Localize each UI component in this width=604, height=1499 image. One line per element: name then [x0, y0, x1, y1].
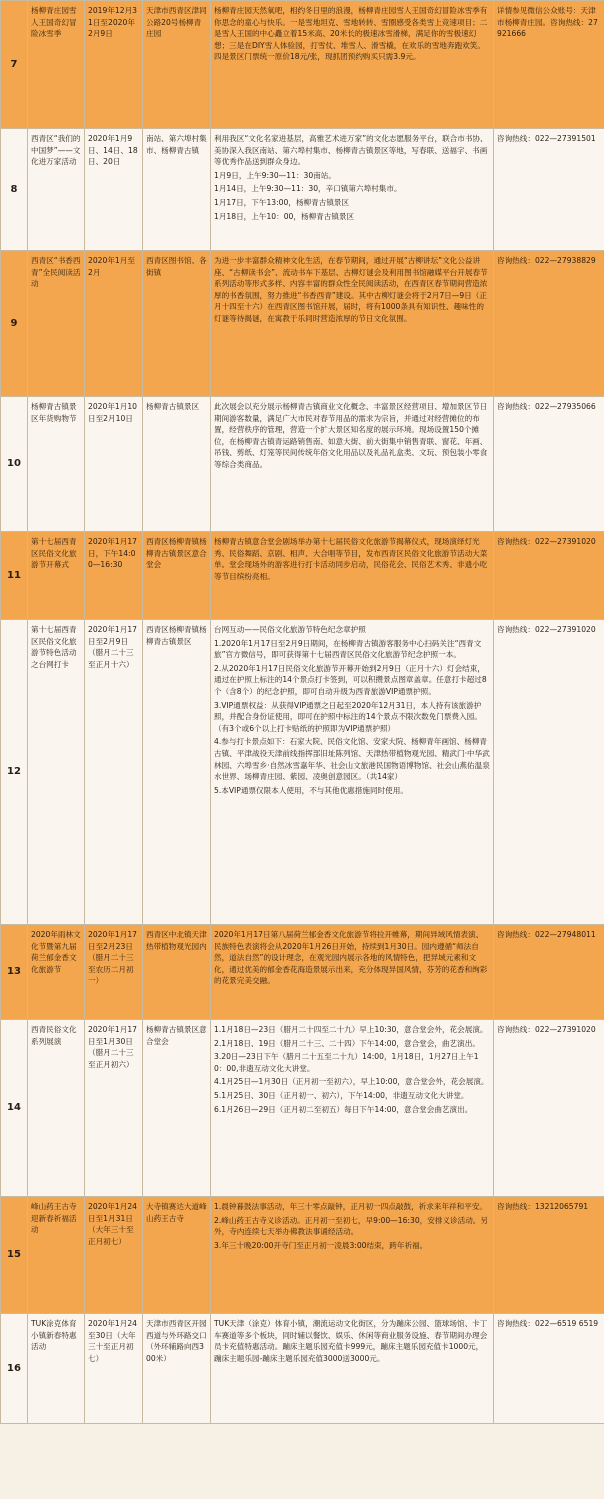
table-row [1, 251, 604, 397]
activity-description [211, 1314, 494, 1424]
description-line: 3.20日—23日下午（腊月二十五至二十九）14:00，1月18日，1月27日上午10：00,非遗互动文化大讲堂。 [214, 1052, 479, 1073]
activity-date: 2020年1月10日至2月10日 [85, 397, 143, 532]
activity-location: 西青区杨柳青镇杨柳青古镇景区意合堂会 [143, 532, 211, 620]
activity-location: 天津市西青区津同公路20号杨柳青庄园 [143, 1, 211, 129]
row-number: 13 [1, 925, 28, 1020]
table-row [1, 1197, 604, 1314]
activity-name: 西青区“书香西青”全民阅读活动 [28, 251, 85, 397]
activity-name: 杨柳青庄园雪人王国奇幻冒险冰雪季 [28, 1, 85, 129]
activity-date: 2020年1月17日，下午14:00—16:30 [85, 532, 143, 620]
table-row [1, 620, 604, 925]
activity-location: 杨柳青古镇景区意合堂会 [143, 1020, 211, 1197]
activity-name: 2020年雨林文化节暨第九届荷兰郁金香文化旅游节 [28, 925, 85, 1020]
activity-description [211, 1, 494, 129]
description-line: 1月17日，下午13:00，杨柳青古镇景区 [214, 197, 350, 207]
row-number: 8 [1, 129, 28, 251]
activity-name: 西青民俗文化系列展演 [28, 1020, 85, 1197]
row-number: 16 [1, 1314, 28, 1424]
description-line: 利用我区“文化名家进基层，高雅艺术进万家”的文化志愿服务平台，联合市书协、美协深入我区南站、第六埠村集市、杨柳青古镇景区等地，写春联、送福字、书画等优秀作品送到群众身边。 [214, 134, 488, 167]
activity-date: 2019年12月31日至2020年2月9日 [85, 1, 143, 129]
description-line: 杨柳青古镇意合堂会剧场举办第十七届民俗文化旅游节揭幕仪式，现场演绎灯光秀、民俗舞蹈、京剧、相声、大合唱等节目，发布西青区民俗文化旅游节活动大菜单。堂会现场外的游客进行打卡活动同步启动，民俗花会、民俗艺术秀、非遗小吃等节目缤纷亮相。 [214, 537, 488, 581]
row-number: 12 [1, 620, 28, 925]
description-line: 1月14日，上午9:30—11：30，辛口镇第六埠村集市。 [214, 184, 402, 194]
activity-date: 2020年1月17日至2月23日（腊月二十三至农历二月初一） [85, 925, 143, 1020]
table-row [1, 1, 604, 129]
activity-date: 2020年1月17日至2月9日（腊月二十三至正月十六） [85, 620, 143, 925]
activity-contact: 咨询热线：022—27935066 [494, 397, 604, 532]
activity-description [211, 397, 494, 532]
activity-contact: 咨询热线：022—27391020 [494, 532, 604, 620]
row-number: 10 [1, 397, 28, 532]
row-number: 9 [1, 251, 28, 397]
activity-name: TUK涂克体育小镇新春特惠活动 [28, 1314, 85, 1424]
activity-contact: 详情参见微信公众账号：天津市杨柳青庄园。咨询热线：27921666 [494, 1, 604, 129]
activity-table-body [1, 1, 604, 1424]
activity-contact: 咨询热线：022—27391501 [494, 129, 604, 251]
activity-description [211, 251, 494, 397]
activity-location: 大寺镇赛达大道峰山药王古寺 [143, 1197, 211, 1314]
activity-location: 天津市西青区开园西道与外环路交口（外环辅路向西300米） [143, 1314, 211, 1424]
table-row [1, 1020, 604, 1197]
description-line: 2.从2020年1月17日民俗文化旅游节开幕开始到2月9日（正月十六）灯会结束，通过在护照上标注的14个景点打卡签到，可以积攒景点图章盖章。任意打卡超过8个（含8个）的纪念护照，即可自动升级为西青旅游VIP通票护照。 [214, 663, 487, 696]
activity-name: 峰山药王古寺迎新春祈福活动 [28, 1197, 85, 1314]
activity-contact: 咨询热线：022—27938829 [494, 251, 604, 397]
activity-location: 南站、第六埠村集市、杨柳青古镇 [143, 129, 211, 251]
description-line: 台网互动——民俗文化旅游节特色纪念章护照 [214, 625, 366, 634]
activity-contact: 咨询热线：022—6519 6519 [494, 1314, 604, 1424]
activity-description [211, 129, 494, 251]
activity-name: 西青区“我们的中国梦”——文化进万家活动 [28, 129, 85, 251]
activity-location: 西青区图书馆、各街镇 [143, 251, 211, 397]
activity-contact: 咨询热线：022—27391020 [494, 1020, 604, 1197]
description-line: 1月9日，上午9:30—11：30南站。 [214, 170, 336, 180]
activity-location: 西青区中北镇天津热带植物观光园内 [143, 925, 211, 1020]
description-line: 6.1月26日—29日（正月初二至初五）每日下午14:00，意合堂会曲艺演出。 [214, 1104, 473, 1114]
activity-name: 杨柳青古镇景区年货购物节 [28, 397, 85, 532]
row-number: 14 [1, 1020, 28, 1197]
activity-date: 2020年1月24日至1月31日（大年三十至正月初七） [85, 1197, 143, 1314]
activity-date: 2020年1月9日、14日、18日、20日 [85, 129, 143, 251]
activity-location: 杨柳青古镇景区 [143, 397, 211, 532]
activity-description [211, 620, 494, 925]
description-line: 5.本VIP通票仅限本人使用，不与其他优惠措施同时使用。 [214, 785, 408, 795]
table-row [1, 1314, 604, 1424]
activity-date: 2020年1月17日至1月30日（腊月二十三至正月初六） [85, 1020, 143, 1197]
table-row [1, 925, 604, 1020]
activity-contact: 咨询热线：022—27391020 [494, 620, 604, 925]
activity-name: 第十七届西青区民俗文化旅游节特色活动之台网打卡 [28, 620, 85, 925]
description-line: 5.1月25日、30日（正月初一、初六），下午14:00，非遗互动文化大讲堂。 [214, 1090, 469, 1100]
description-line: 4.参与打卡景点如下：石家大院、民俗文化馆、安家大院、杨柳青年画馆、杨柳青古镇、平津战役天津前线指挥部旧址陈列馆、天津热带植物观光园、精武门·中华武林园、六埠雪乡·自然冰雪嘉年华、社会山文旅港民国物语博物馆、社会山燕佑温泉水世界、场柳青庄园、紫园、凌奥创意园区。（共14家） [214, 737, 490, 782]
description-line: 为进一步丰富群众精神文化生活，在春节期间，通过开展“古柳讲坛”文化公益讲座、“古柳读书会”、流动书车下基层、古柳灯谜会及利用图书馆融媒平台开展春节系列活动等形式多样、内容丰富的群众性全民阅读活动，在西青区春节期间营造浓厚的书香氛围，努力推进“书香西青”建设。其中古柳灯谜会将于2月7日—9日（正月十四至十六）在西青区图书馆开展，届时，将有1000条具有知识性、趣味性的灯谜等待揭谜，在寓教于乐同时营造浓厚的节日文化氛围。 [214, 256, 488, 323]
activity-name: 第十七届西青区民俗文化旅游节开幕式 [28, 532, 85, 620]
description-line: 4.1月25日—1月30日（正月初一至初六），早上10:00，意合堂会外，花会展演。 [214, 1077, 489, 1087]
table-row [1, 397, 604, 532]
description-line: 1.2020年1月17日至2月9日期间，在杨柳青古镇游客服务中心扫码关注“西青文旅”官方微信号，即可获得第十七届西青区民俗文化旅游节纪念护照一本。 [214, 638, 482, 660]
description-line: 1.1月18日—23日（腊月二十四至二十九）早上10:30，意合堂会外，花会展演。 [214, 1025, 488, 1034]
row-number: 11 [1, 532, 28, 620]
table-row [1, 532, 604, 620]
description-line: 3.年三十晚20:00开寺门至正月初一凌晨3:00结束，跨年祈福。 [214, 1240, 428, 1250]
description-line: 2.峰山药王古寺义诊活动。正月初一至初七，早9:00—16:30，安排义诊活动。另外，寺内连续七天举办佛教法事诵经活动。 [214, 1215, 488, 1237]
description-line: 3.VIP通票权益：从获得VIP通票之日起至2020年12月31日，本人持有该旅游护照，并配合身份证使用，即可在护照中标注的14个景点不限次数免门票费入园。（有3个或6个以上打卡贴纸的护照即为VIP通票护照） [214, 700, 482, 733]
activity-description [211, 925, 494, 1020]
row-number: 15 [1, 1197, 28, 1314]
description-line: 此次展会以充分展示杨柳青古镇商业文化概念、丰富景区经营项目、增加景区节日期间游客数量，满足广大市民对春节用品的需求为宗旨，并通过对经营摊位的布置，经营秩序的管理，营造一个扩大景区知名度的展示环境。现场设置150个摊位，在杨柳青古镇青运路销售南、如意大街、前大街集中销售青联、窗花、年画、吊钱、剪纸、灯笼等民间传统年俗文化用品以及礼品礼盒类、文玩、预包装小零食等综合类商品。 [214, 402, 488, 469]
description-line: 2020年1月17日第八届荷兰郁金香文化旅游节将拉开帷幕，期间异域风情表演、民族特色表演将会从2020年1月26日开始，持续到1月30日。园内遵循“师法自然，道法自然”的设计理念，在观光园内展示各地的风情特色，把异域元素和文化，通过优美的郁金香花海造景展示出来，充分体现异国风情，芬芳的花香和绚彩的花景完美交融。 [214, 930, 488, 986]
activity-description [211, 1197, 494, 1314]
activity-contact: 咨询热线：13212065791 [494, 1197, 604, 1314]
row-number: 7 [1, 1, 28, 129]
table-row [1, 129, 604, 251]
description-line: 1.晨钟暮鼓法事活动，年三十零点敲钟，正月初一四点敲鼓，祈求来年祥和平安。 [214, 1202, 488, 1211]
activity-date: 2020年1月至2月 [85, 251, 143, 397]
activity-location: 西青区杨柳青镇杨柳青古镇景区 [143, 620, 211, 925]
activity-date: 2020年1月24至30日（大年三十至正月初七） [85, 1314, 143, 1424]
description-line: 1月18日，上午10：00，杨柳青古镇景区 [214, 211, 355, 221]
activity-description [211, 532, 494, 620]
description-line: TUK天津（涂克）体育小镇，潮流运动文化街区，分为蹦床公园、篮球场馆、卡丁车赛道等多个板块，同时辅以餐饮、娱乐、休闲等商业服务设施、春节期间办理会员卡充值特惠活动。蹦床主题乐园充值卡999元，蹦床主题乐园充值卡1000元，蹦床主题乐园-蹦床主题乐园充值3000送3000元。 [214, 1319, 488, 1363]
activity-description [211, 1020, 494, 1197]
description-line: 杨柳青庄园天然氧吧，相约冬日里的浪漫，杨柳青庄园雪人王国奇幻冒险冰雪季有你思念的童心与快乐。一是雪地坦克、雪地转转、雪圈感受各类雪上竞速项目；二是雪人王国的中心矗立着15米高、20米长的极速冰雪滑梯，满足你的雪极速幻想；三是在DIY雪人体验园，打雪仗、堆雪人、滑雪橇，在欢乐的雪地奔跑欢笑。四是景区门票统一原价18元/张，现抓团预约购买只需3.9元。 [214, 6, 488, 62]
description-line: 2.1月18日、19日（腊月二十三、二十四）下午14:00，意合堂会，曲艺演出。 [214, 1038, 480, 1048]
activity-contact: 咨询热线：022—27948011 [494, 925, 604, 1020]
